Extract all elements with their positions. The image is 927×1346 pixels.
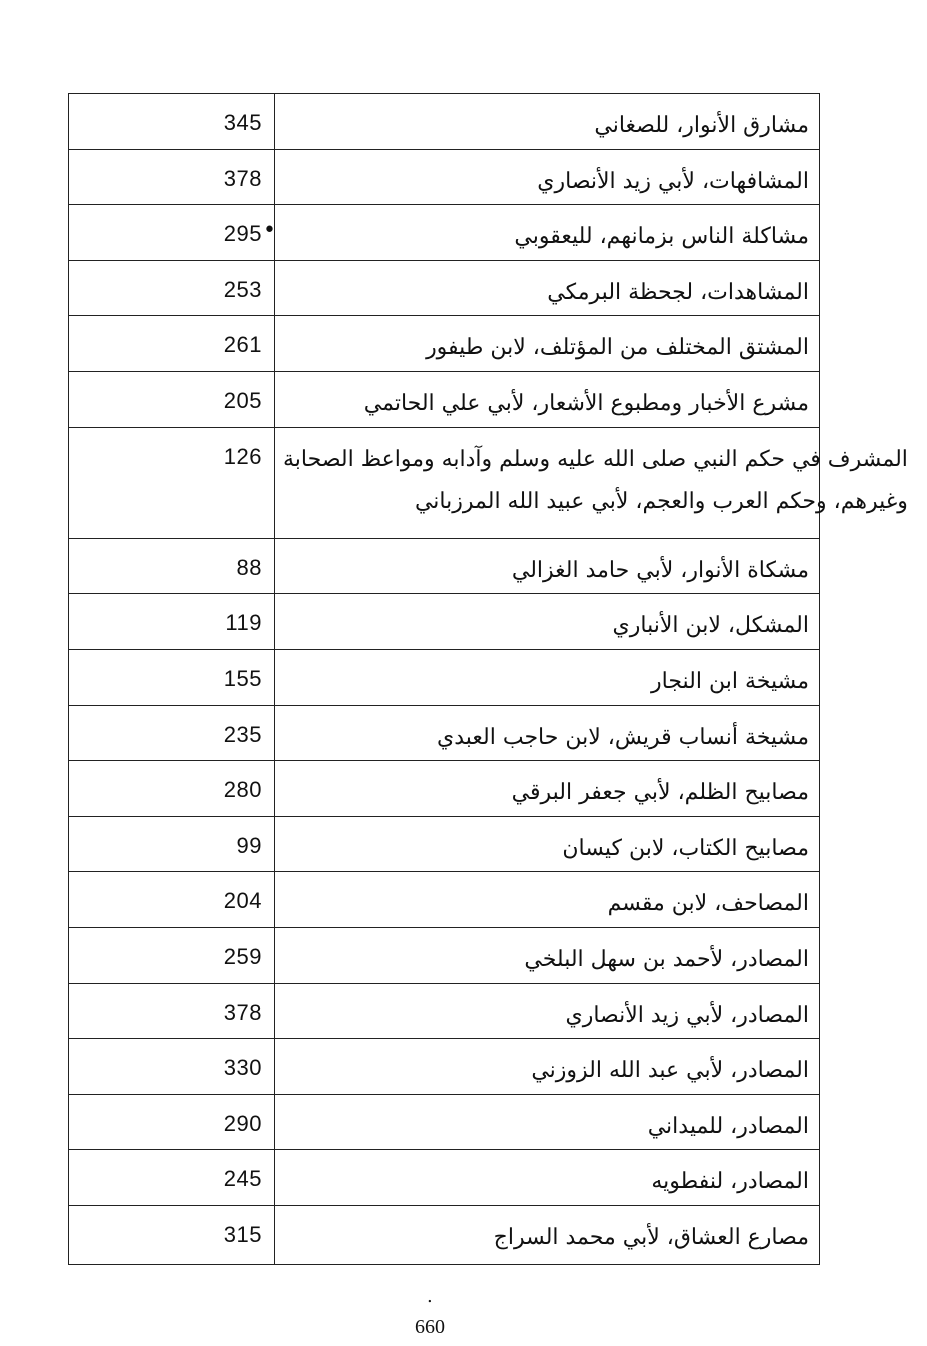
table-row — [69, 650, 819, 706]
entry-title: المصادر، لأبي عبد الله الزوزني — [531, 1058, 809, 1084]
title-cell — [275, 817, 819, 872]
entry-title-continuation: وغيرهم، وحكم العرب والعجم، لأبي عبيد الله المرزباني — [414, 488, 908, 514]
table-row — [69, 205, 819, 261]
entry-page: 88 — [236, 554, 262, 580]
entry-page: 235 — [223, 721, 262, 747]
page-number-cell — [69, 316, 275, 371]
title-cell — [275, 428, 918, 538]
page-number-cell — [69, 1095, 275, 1150]
table-row — [69, 984, 819, 1040]
table-row — [69, 761, 819, 817]
page-number-cell — [69, 928, 275, 983]
entry-title: مشاكلة الناس بزمانهم، لليعقوبي — [514, 224, 809, 250]
entry-title: مشكاة الأنوار، لأبي حامد الغزالي — [511, 557, 809, 583]
table-row — [69, 428, 908, 539]
entry-title: المشافهات، لأبي زيد الأنصاري — [537, 168, 809, 194]
page-number-cell — [69, 817, 275, 872]
table-row — [69, 1095, 819, 1151]
entry-title: مشيخة أنساب قريش، لابن حاجب العبدي — [437, 724, 809, 750]
entry-page: 261 — [223, 332, 262, 358]
title-cell — [275, 594, 819, 649]
entry-page: 204 — [223, 888, 262, 914]
page-number-cell — [69, 1039, 275, 1094]
title-cell — [275, 1095, 819, 1150]
entry-title: مصابيح الكتاب، لابن كيسان — [562, 835, 809, 861]
title-cell — [275, 205, 819, 260]
entry-title: مشيخة ابن النجار — [651, 668, 809, 694]
entry-page: 155 — [223, 665, 262, 691]
title-cell — [275, 1150, 819, 1205]
title-cell — [275, 150, 819, 205]
table-row — [69, 1039, 819, 1095]
entry-title: المصادر، لأبي زيد الأنصاري — [565, 1002, 809, 1028]
table-row — [69, 1150, 819, 1206]
table-row — [69, 594, 819, 650]
entry-page: 280 — [223, 777, 262, 803]
entry-title: مشارق الأنوار، للصغاني — [594, 113, 809, 138]
entry-title: المصادر، للميداني — [647, 1113, 809, 1139]
title-cell — [275, 539, 819, 594]
page-number-cell — [69, 706, 275, 761]
page-number-cell — [69, 984, 275, 1039]
footer-dot-mark: . — [427, 1286, 433, 1307]
entry-page: 345 — [223, 110, 262, 135]
title-cell — [275, 261, 819, 316]
table-row — [69, 817, 819, 873]
entry-page: 99 — [236, 832, 262, 858]
page-number-cell — [69, 1150, 275, 1205]
page-number-cell — [69, 94, 275, 149]
entry-page: 290 — [223, 1110, 262, 1136]
title-cell — [275, 706, 819, 761]
title-cell — [275, 650, 819, 705]
table-row — [69, 94, 819, 150]
entry-page: 119 — [225, 610, 262, 636]
index-table — [68, 93, 908, 1265]
table-row — [69, 261, 819, 317]
entry-title: المشرف في حكم النبي صلى الله عليه وسلم وآدابه ومواعظ الصحابة — [283, 446, 908, 472]
entry-page: 295 — [223, 221, 262, 247]
entry-page: 126 — [223, 443, 262, 469]
entry-title: المصادر، لأحمد بن سهل البلخي — [524, 946, 809, 972]
entry-page: 378 — [223, 999, 262, 1025]
title-cell — [275, 928, 819, 983]
page-number-cell — [69, 150, 275, 205]
title-cell — [275, 316, 819, 371]
title-cell — [275, 872, 819, 927]
page-number-cell — [69, 372, 275, 427]
table-row — [69, 1206, 819, 1264]
table-row — [69, 539, 819, 595]
page-number-cell — [69, 594, 275, 649]
entry-title: المشكل، لابن الأنباري — [612, 613, 809, 639]
table-row — [69, 928, 819, 984]
entry-page: 315 — [223, 1221, 262, 1247]
entry-title: المشاهدات، لجحظة البرمكي — [547, 279, 809, 305]
entry-title: المصاحف، لابن مقسم — [607, 891, 809, 917]
title-cell — [275, 1206, 819, 1264]
page-number-cell — [69, 1206, 275, 1264]
entry-page: 253 — [223, 276, 262, 302]
table-row — [69, 150, 819, 206]
entry-page: 378 — [223, 165, 262, 191]
title-cell — [275, 761, 819, 816]
table-row — [69, 872, 819, 928]
entry-title: مشرع الأخبار ومطبوع الأشعار، لأبي علي الحاتمي — [363, 390, 809, 416]
page-number-cell — [69, 872, 275, 927]
title-cell — [275, 372, 819, 427]
page-number: 660 — [415, 1316, 445, 1338]
entry-title: المشتق المختلف من المؤتلف، لابن طيفور — [426, 335, 809, 361]
title-cell — [275, 984, 819, 1039]
entry-page: 245 — [223, 1166, 262, 1192]
entry-title: مصابيح الظلم، لأبي جعفر البرقي — [511, 780, 809, 806]
page-number-cell — [69, 261, 275, 316]
entry-page: 330 — [223, 1055, 262, 1081]
entry-title: مصارع العشاق، لأبي محمد السراج — [493, 1224, 809, 1250]
title-cell — [275, 94, 819, 149]
entry-title: المصادر، لنفطويه — [651, 1169, 809, 1195]
title-cell — [275, 1039, 819, 1094]
page-number-cell — [69, 539, 275, 594]
table-row — [69, 316, 819, 372]
page-number-cell — [69, 650, 275, 705]
table-row — [69, 372, 819, 428]
page-number-cell — [69, 205, 275, 260]
entry-page: 205 — [223, 387, 262, 413]
page-number-cell — [69, 428, 275, 538]
margin-dot-mark: • — [263, 218, 276, 244]
entry-page: 259 — [223, 943, 262, 969]
page-number-cell — [69, 761, 275, 816]
table-row — [69, 706, 819, 762]
